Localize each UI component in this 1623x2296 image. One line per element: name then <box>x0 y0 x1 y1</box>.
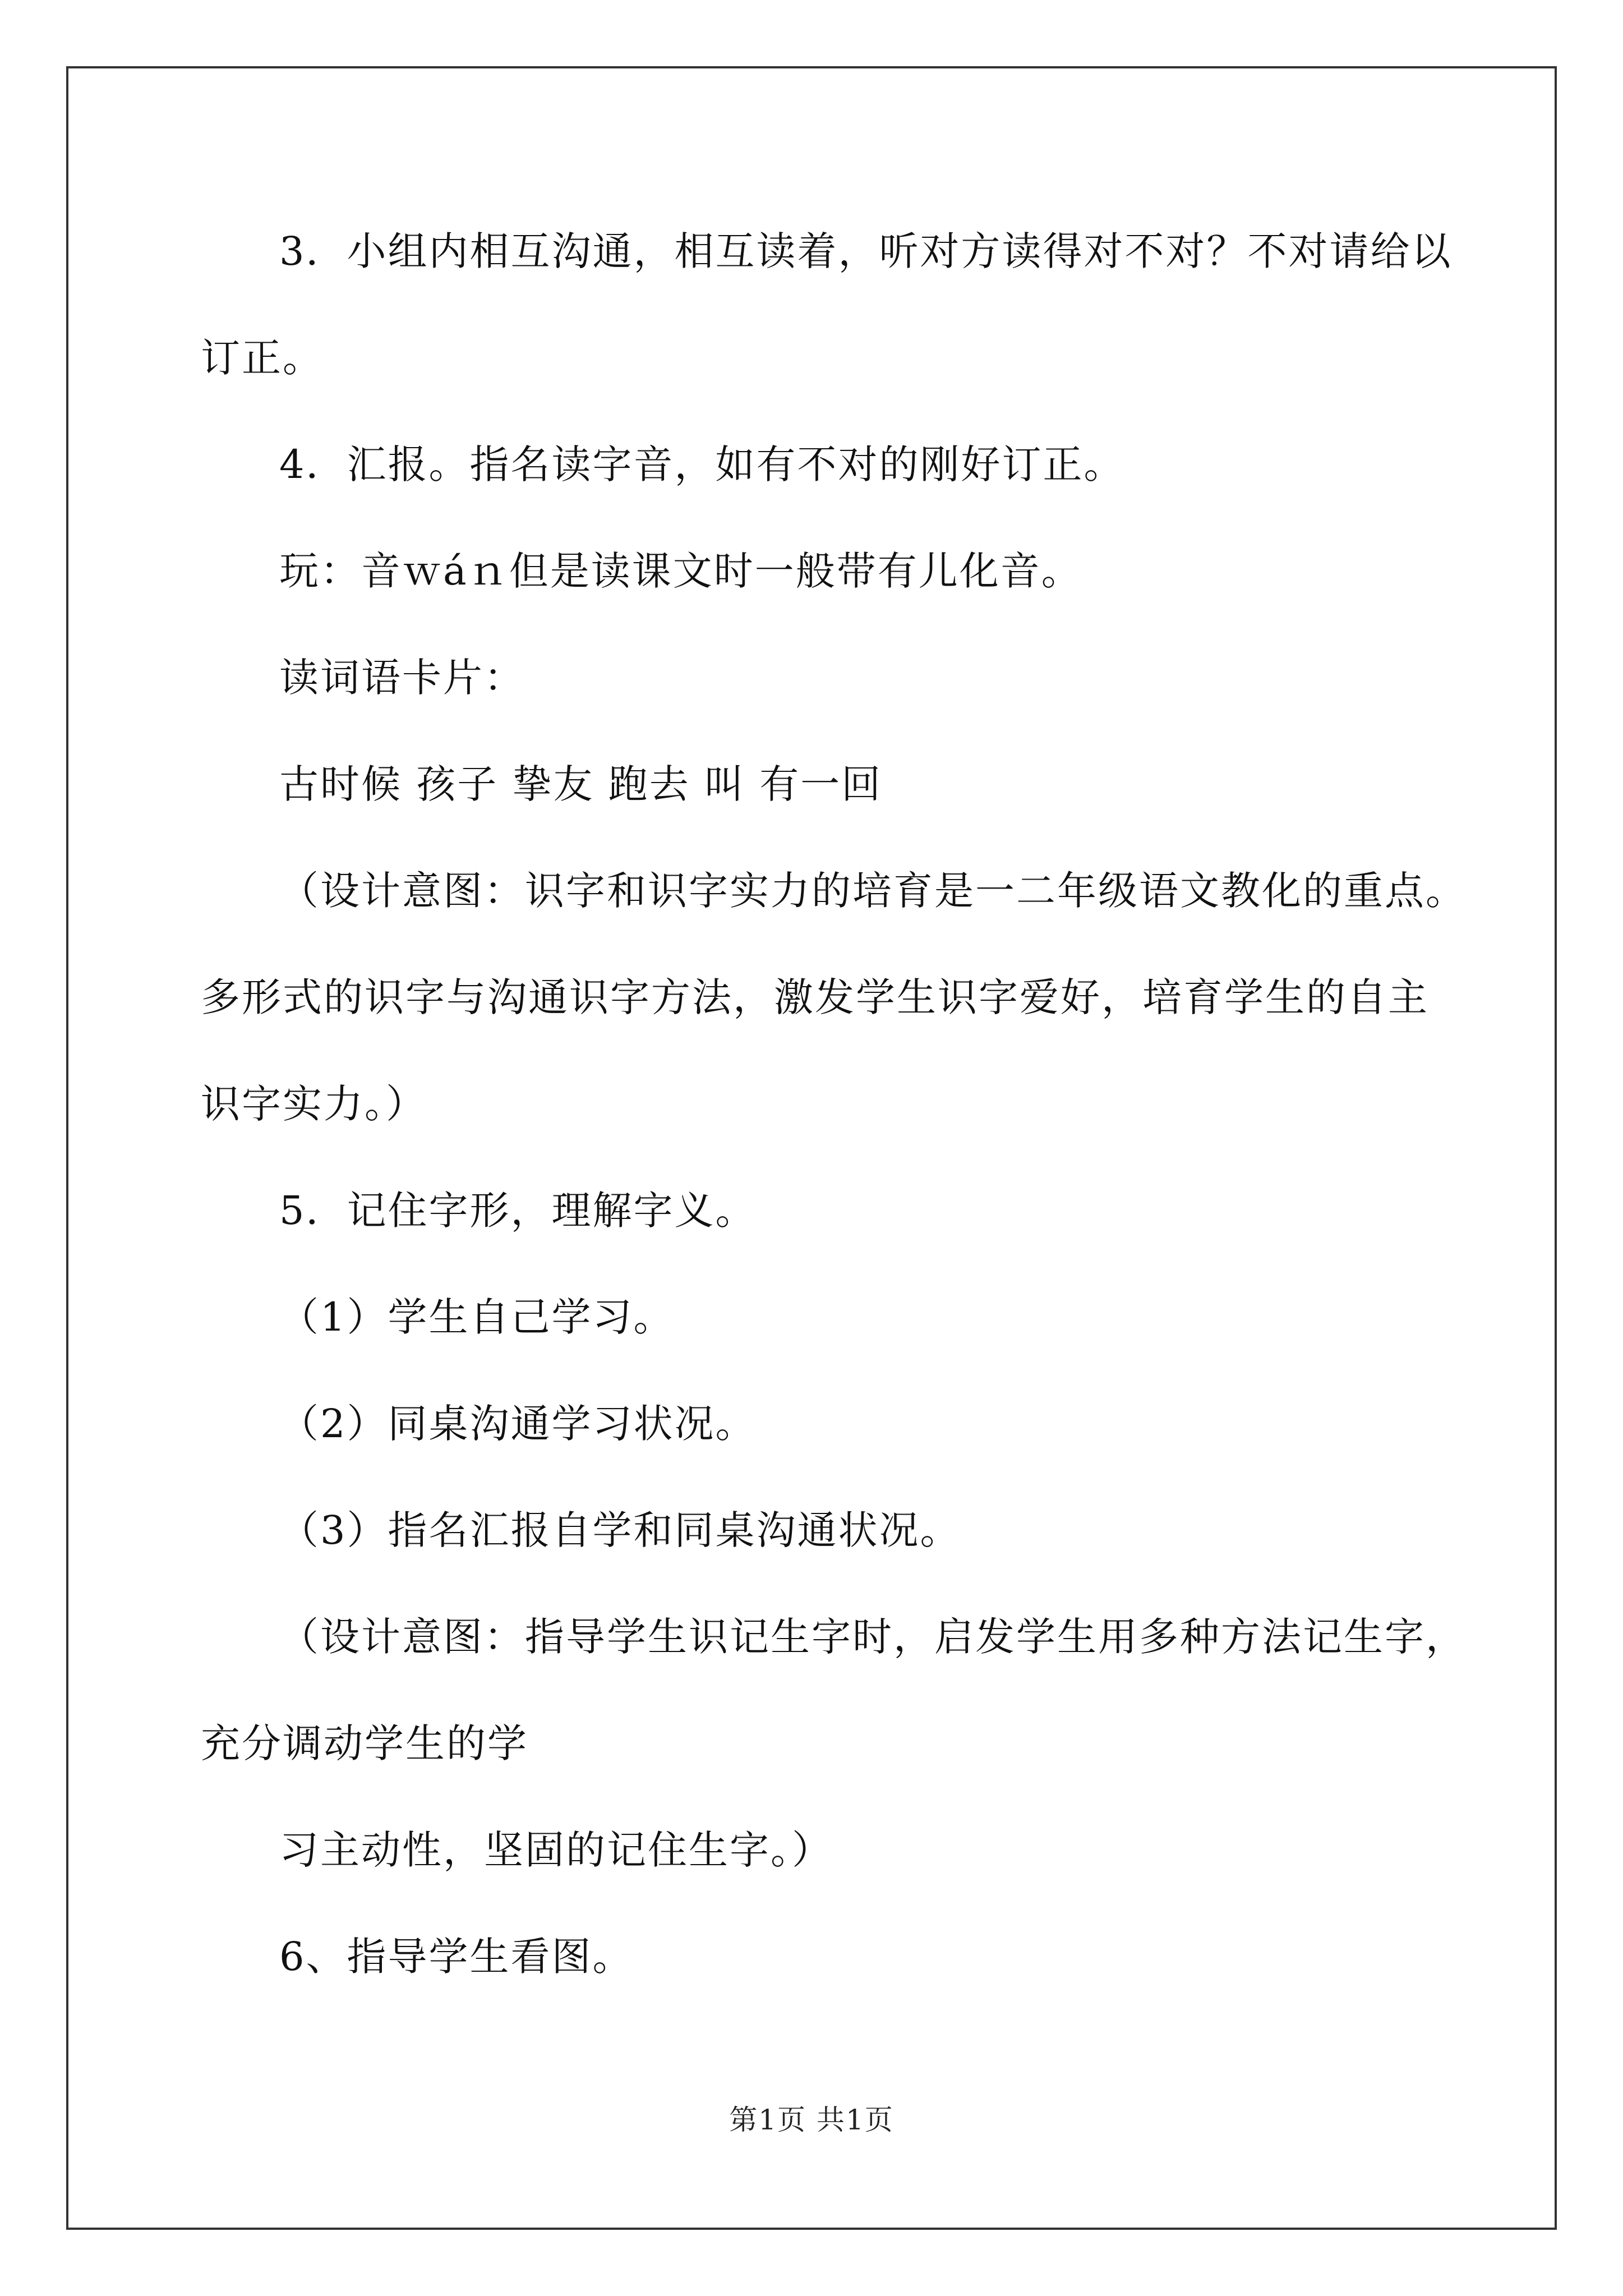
paragraph-line: 4．汇报。指名读字音，如有不对的刚好订正。 <box>279 441 1125 487</box>
paragraph-line: （3）指名汇报自学和同桌沟通状况。 <box>279 1507 961 1553</box>
paragraph-line: 3．小组内相互沟通，相互读着，听对方读得对不对？不对请给以 <box>279 228 1453 274</box>
paragraph-line: 读词语卡片： <box>279 655 525 701</box>
paragraph-line: 6、指导学生看图。 <box>279 1934 634 1980</box>
page-number-footer: 第1页 共1页 <box>729 2104 894 2136</box>
paragraph-line: （设计意图：指导学生识记生字时，启发学生用多种方法记生字， <box>279 1614 1467 1660</box>
paragraph-line: （设计意图：识字和识字实力的培育是一二年级语文教化的重点。 <box>279 868 1467 914</box>
page-border <box>66 66 1557 2230</box>
paragraph-line: 识字实力。） <box>201 1081 427 1127</box>
paragraph-line: 习主动性，坚固的记住生字。） <box>279 1827 833 1873</box>
paragraph-line: 充分调动学生的学 <box>201 1720 528 1766</box>
paragraph-line: （1）学生自己学习。 <box>279 1294 675 1340</box>
paragraph-line: 古时候 孩子 挚友 跑去 叫 有一回 <box>279 761 883 807</box>
paragraph-line: （2）同桌沟通学习状况。 <box>279 1401 757 1447</box>
paragraph-line: 多形式的识字与沟通识字方法，激发学生识字爱好，培育学生的自主 <box>201 974 1429 1020</box>
paragraph-line: 玩：音ｗáｎ但是读课文时一般带有儿化音。 <box>279 548 1082 594</box>
paragraph-line: 5．记住字形，理解字义。 <box>279 1188 757 1234</box>
paragraph-line: 订正。 <box>201 335 324 381</box>
